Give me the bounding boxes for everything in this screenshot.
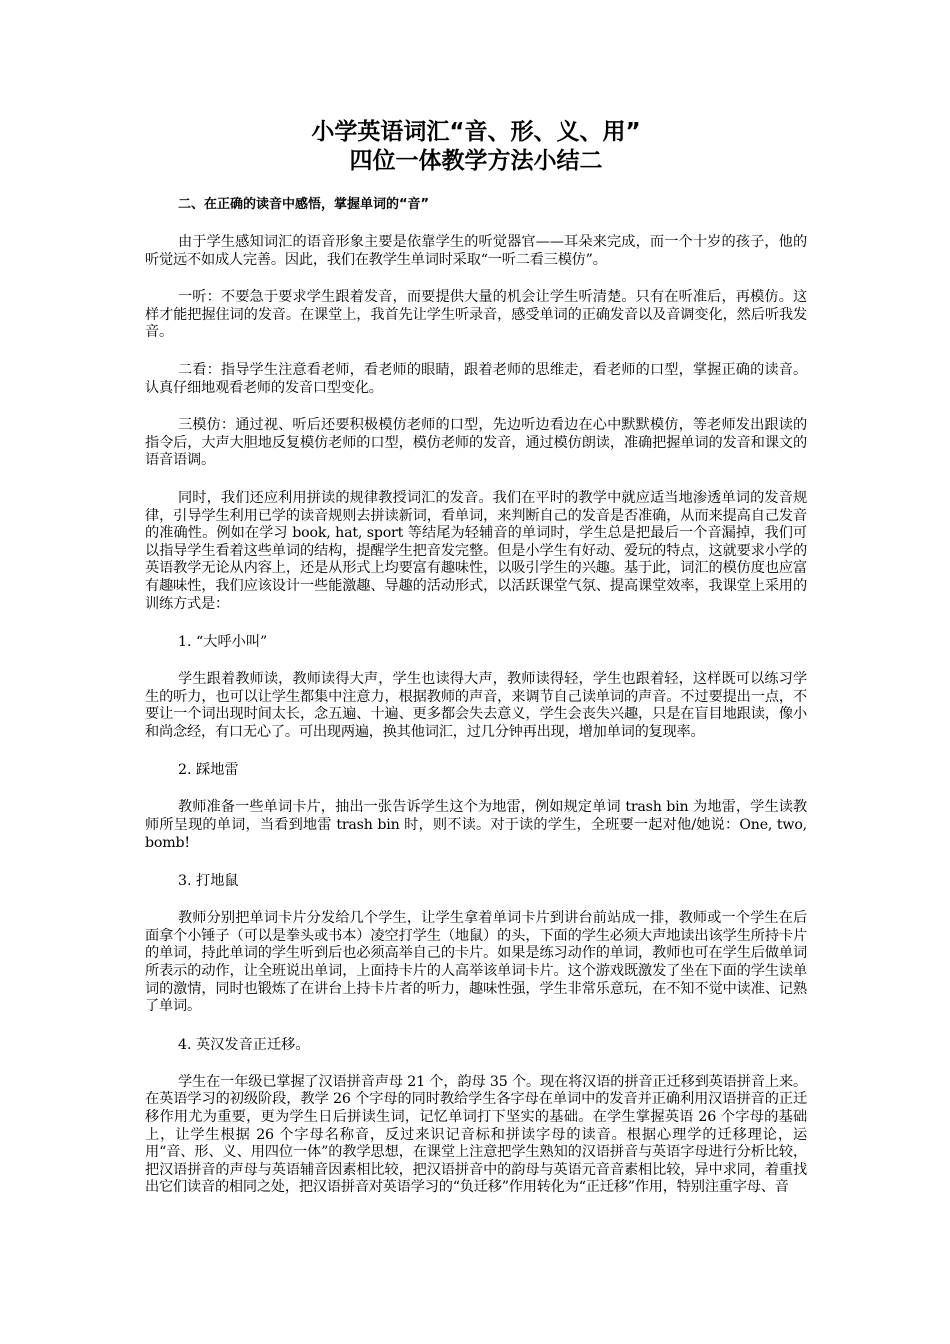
item-heading-4: 4. 英汉发音正迁移。 [178, 1036, 310, 1053]
paragraph-imitate: 三模仿：通过视、听后还要积极模仿老师的口型，先边听边看边在心中默默模仿，等老师发出跟读的指令后，大声大胆地反复模仿老师的口型，模仿老师的发音，通过模仿朗读，准确把握单词的发音和课文的语音语调。 [145, 417, 807, 469]
paragraph-watch: 二看：指导学生注意看老师，看老师的眼睛，跟着老师的思维走，看老师的口型，掌握正确的读音。认真仔细地观看老师的发音口型变化。 [145, 361, 807, 396]
section-heading: 二、在正确的读音中感悟，掌握单词的“音” [178, 197, 430, 212]
document-title [145, 118, 807, 176]
item-heading-2: 2. 踩地雷 [178, 762, 239, 779]
title-line-1: 小学英语词汇“音、形、义、用” [311, 119, 641, 145]
item-heading-3: 3. 打地鼠 [178, 873, 239, 890]
paragraph-listen: 一听：不要急于要求学生跟着发音，而要提供大量的机会让学生听清楚。只有在听准后，再模仿。这样才能把握住词的发音。在课堂上，我首先让学生听录音，感受单词的正确发音以及音调变化，然后听我发音。 [145, 289, 807, 341]
title-line-2: 四位一体教学方法小结二 [349, 148, 603, 174]
paragraph-spelling-rules: 同时，我们还应利用拼读的规律教授词汇的发音。我们在平时的教学中就应适当地渗透单词的发音规律，引导学生利用已学的读音规则去拼读新词，看单词，来判断自己的发音是否准确，从而来提高自己发音的准确性。例如在学习 book, hat, sport 等结尾为轻辅音的单词时，学生总是把最后一个音漏掉，我们可以指导学生看着这些单词的结构，提醒学生把音发完整。但是小学生有好动、爱玩的特点，这就要求小学的英语教学无论从内容上，还是从形式上均要富有趣味性，以吸引学生的兴趣。基于此，词汇的模仿度也应富有趣味性，我们应该设计一些能激趣、导趣的活动形式，以活跃课堂气氛、提高课堂效率，我课堂上采用的训练方式是： [145, 489, 807, 612]
item-text-2: 教师准备一些单词卡片，抽出一张告诉学生这个为地雷，例如规定单词 trash bin 为地雷，学生读教师所呈现的单词，当看到地雷 trash bin 时，则不读。对于读的学生，全班要一起对他/她说：One, two, bomb! [145, 799, 807, 851]
item-text-4: 学生在一年级已掌握了汉语拼音声母 21 个，韵母 35 个。现在将汉语的拼音正迁移到英语拼音上来。在英语学习的初级阶段，教学 26 个字母的同时教给学生各字母在单词中的发音并正确利用汉语拼音的正迁移作用尤为重要，更为学生日后拼读生词，记忆单词打下坚实的基础。在学生掌握英语 26 个字母的基础上，让学生根据 26 个字母名称音，反过来识记音标和拼读字母的读音。根据心理学的迁移理论，运用“音、形、义、用四位一体”的教学思想，在课堂上注意把学生熟知的汉语拼音与英语字母进行分析比较，把汉语拼音的声母与英语辅音因素相比较，把汉语拼音中的韵母与英语元音音素相比较，异中求同，着重找出它们读音的相同之处，把汉语拼音对英语学习的“负迁移”作用转化为“正迁移”作用，特别注重字母、音 [145, 1073, 807, 1196]
paragraph-intro: 由于学生感知词汇的语音形象主要是依靠学生的听觉器官——耳朵来完成，而一个十岁的孩子，他的听觉远不如成人完善。因此，我们在教学生单词时采取“一听二看三模仿”。 [145, 234, 807, 268]
item-text-1: 学生跟着教师读，教师读得大声，学生也读得大声，教师读得轻，学生也跟着轻，这样既可以练习学生的听力，也可以让学生都集中注意力，根据教师的声音，来调节自己读单词的声音。不过要提出一点，不要让一个词出现时间太长，念五遍、十遍、更多都会失去意义，学生会丧失兴趣，只是在盲目地跟读，像小和尚念经，有口无心了。可出现两遍，换其他词汇，过几分钟再出现，增加单词的复现率。 [145, 671, 807, 740]
item-heading-1: 1. “大呼小叫” [178, 634, 268, 651]
item-text-3: 教师分别把单词卡片分发给几个学生，让学生拿着单词卡片到讲台前站成一排，教师或一个学生在后面拿个小锤子（可以是拳头或书本）凌空打学生（地鼠）的头，下面的学生必须大声地读出该学生所持卡片的单词，持此单词的学生听到后也必须高举自己的卡片。如果是练习动作的单词，教师也可在学生后做单词所表示的动作，让全班说出单词，上面持卡片的人高举该单词卡片。这个游戏既激发了坐在下面的学生读单词的激情，同时也锻炼了在讲台上持卡片者的听力，趣味性强，学生非常乐意玩，在不知不觉中读准、记熟了单词。 [145, 910, 807, 1015]
document-page [145, 118, 807, 1197]
